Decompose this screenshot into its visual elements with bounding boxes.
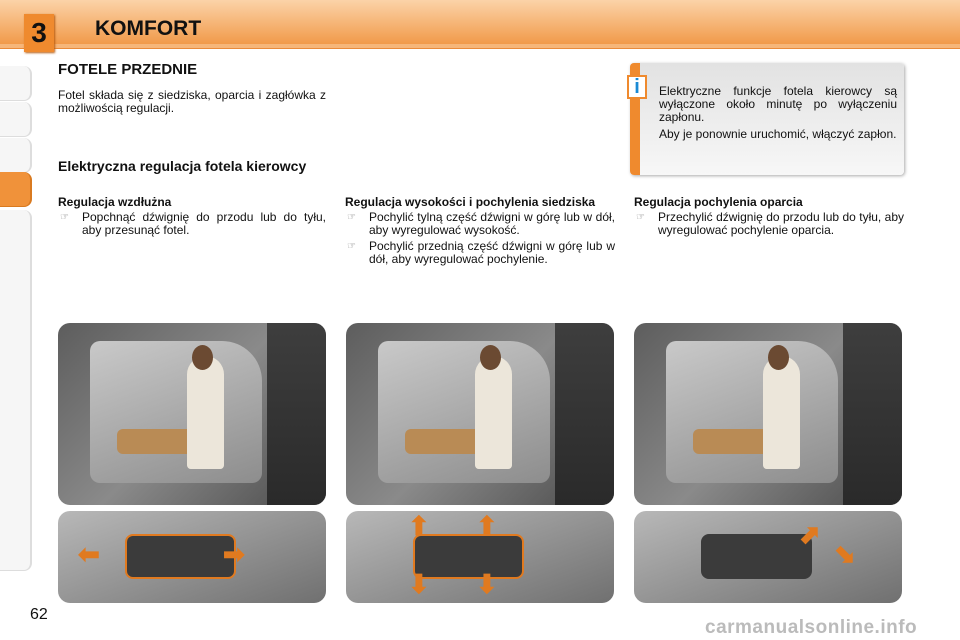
column-heading: Regulacja wysokości i pochylenia siedziska <box>345 195 596 209</box>
control-photo-backrest <box>634 511 902 603</box>
arrow-down-icon: ⬊ <box>834 539 856 569</box>
info-text-2: Aby je ponownie uruchomić, włączyć zapłon. <box>659 127 897 141</box>
info-text-1: Elektryczne funkcje fotela kierowcy są wyłączone około minutę po wyłączeniu zapłonu. <box>659 84 897 124</box>
info-box <box>630 63 904 175</box>
seat-photo-2 <box>346 323 614 505</box>
arrow-up-icon: ⬆ <box>476 511 498 541</box>
side-tabs-rest[interactable] <box>0 210 32 571</box>
side-tab-active[interactable] <box>0 172 32 207</box>
bullet: ☞ Pochylić przednią część dźwigni w górę lub w dół, aby wyregulować pochylenie. <box>347 239 615 266</box>
arrow-right-icon: ➡ <box>223 539 245 569</box>
arrow-up-icon: ⬆ <box>408 511 430 541</box>
control-photo-height <box>346 511 614 603</box>
arrow-left-icon: ⬅ <box>78 539 100 569</box>
column-heading: Regulacja wzdłużna <box>58 195 172 209</box>
bullet: ☞ Popchnąć dźwignię do przodu lub do tyłu, aby przesunąć fotel. <box>60 210 326 237</box>
column-1 <box>58 196 326 237</box>
bullet: ☞ Pochylić tylną część dźwigni w górę lub w dół, aby wyregulować wysokość. <box>347 210 615 237</box>
seat-photo-1 <box>58 323 326 505</box>
side-tab[interactable] <box>0 102 32 137</box>
subsection-title: Elektryczna regulacja fotela kierowcy <box>58 158 307 174</box>
arrow-up-icon: ⬈ <box>799 519 821 549</box>
side-tab[interactable] <box>0 138 32 173</box>
chapter-title: KOMFORT <box>95 17 202 40</box>
control-photo-longitudinal <box>58 511 326 603</box>
intro-text: Fotel składa się z siedziska, oparcia i zagłówka z możliwością regulacji. <box>58 88 326 115</box>
watermark: carmanualsonline.info <box>705 617 918 638</box>
seat-photo-3 <box>634 323 902 505</box>
column-heading: Regulacja pochylenia oparcia <box>634 195 803 209</box>
page-number: 62 <box>30 606 48 623</box>
bullet: ☞ Przechylić dźwignię do przodu lub do tyłu, aby wyregulować pochylenie oparcia. <box>636 210 904 237</box>
side-tab[interactable] <box>0 66 32 101</box>
arrow-down-icon: ⬇ <box>476 569 498 599</box>
section-title: FOTELE PRZEDNIE <box>58 61 198 78</box>
hand-pointer-icon: ☞ <box>60 212 69 223</box>
chapter-number: 3 <box>24 14 54 52</box>
column-2 <box>345 196 615 266</box>
info-icon: i <box>627 75 647 99</box>
header-line <box>0 44 960 49</box>
arrow-down-icon: ⬇ <box>408 569 430 599</box>
hand-pointer-icon: ☞ <box>347 241 356 252</box>
column-3 <box>634 196 904 237</box>
hand-pointer-icon: ☞ <box>636 212 645 223</box>
hand-pointer-icon: ☞ <box>347 212 356 223</box>
